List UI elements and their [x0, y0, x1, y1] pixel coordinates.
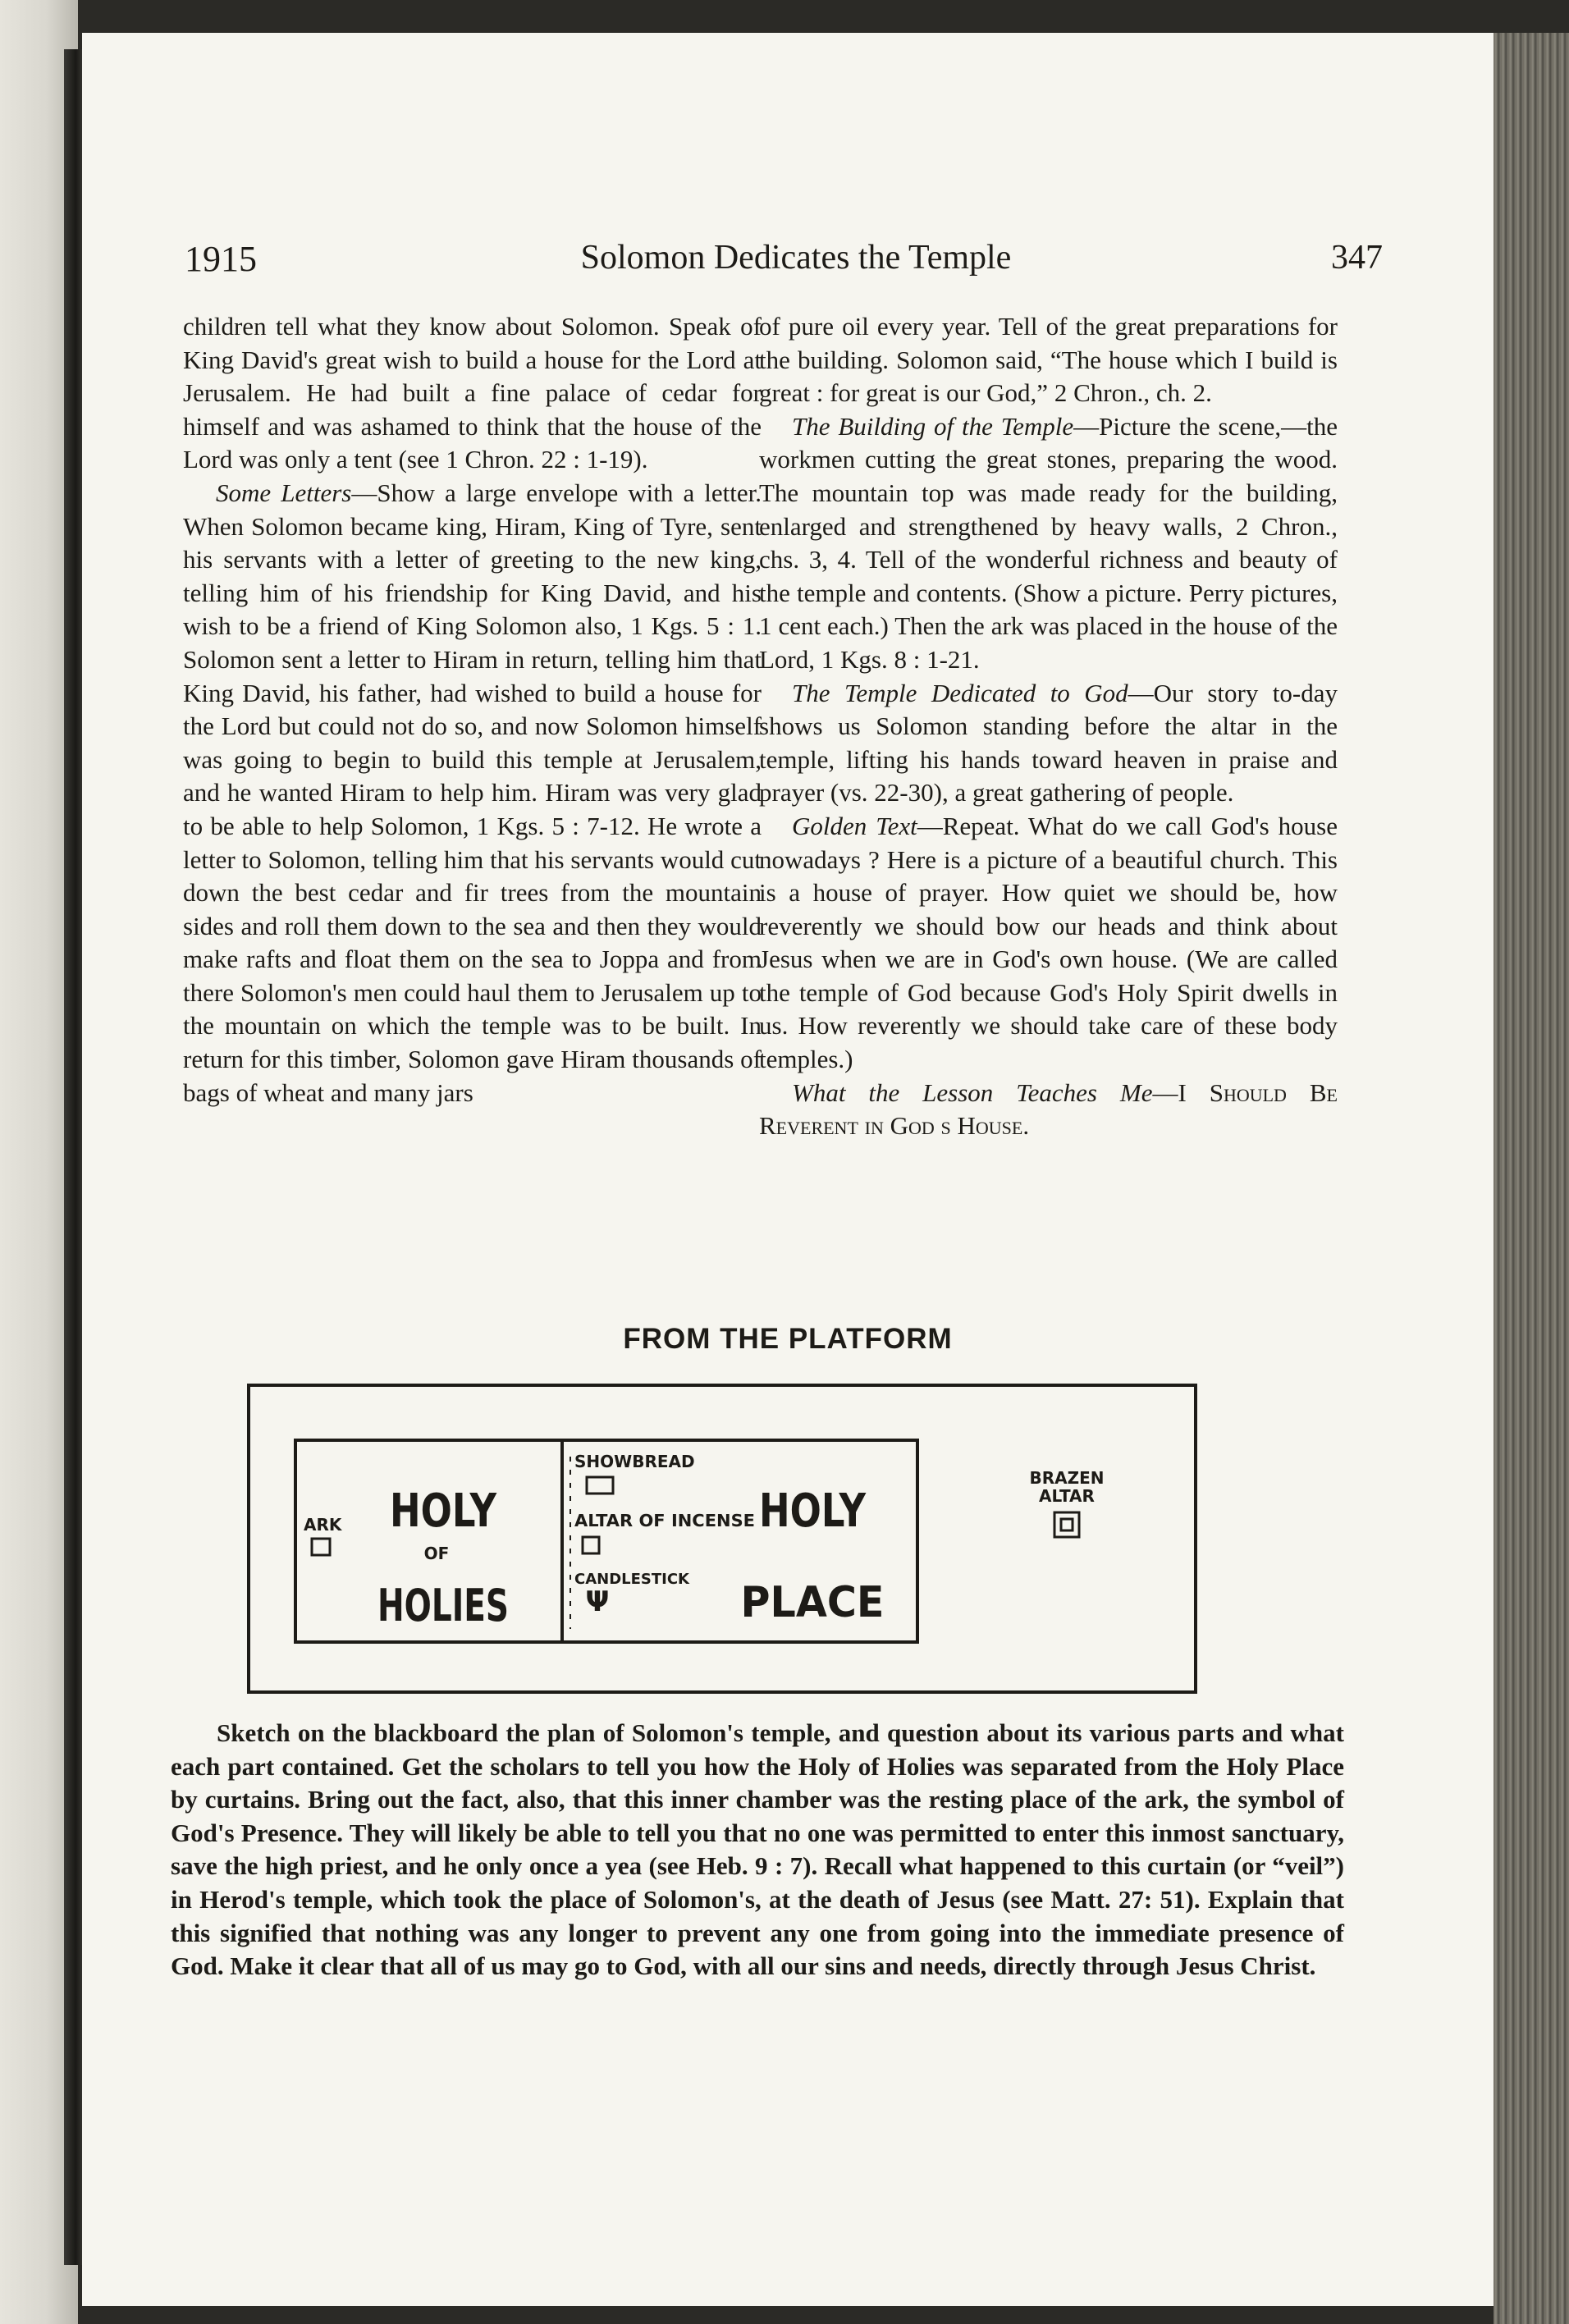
paragraph [759, 810, 1338, 1077]
ark-label: ARK [304, 1515, 342, 1535]
holy-place-label-2: PLACE [740, 1578, 885, 1627]
section-text: —Our story to-day shows us Solomon standing before the altar in the temple, lifting his hands toward heaven in praise and prayer (vs. 22-30), a great gathering of people. [759, 678, 1338, 807]
right-column [759, 310, 1338, 1143]
section-heading: Some Letters [216, 478, 352, 507]
paragraph [759, 1077, 1338, 1143]
platform-instructions [171, 1717, 1344, 1983]
running-head-title: Solomon Dedicates the Temple [580, 239, 1012, 277]
holy-of-holies-label-2: OF [423, 1544, 450, 1563]
section-text: —Show a large envelope with a letter. When Solomon became king, Hiram, King of Tyre, sent his servants with a letter of greeting to the new king, telling him of his friendship for King David, and his wish to be a friend of King Solomon also, 1 Kgs. 5 : 1. Solomon sent a letter to Hiram in return, telling him that King David, his father, had wished to build a house for the Lord but could not do so, and now Solomon himself was going to begin to build this temple at Jerusalem, and he wanted Hiram to help him. Hiram was very glad to be able to help Solomon, 1 Kgs. 5 : 7-12. He wrote a letter to Solomon, telling him that his servants would cut down the best cedar and fir trees from the mountain sides and roll them down to the sea and then they would make rafts and float them on the sea to Joppa and from there Solomon's men could haul them to Jerusalem up to the mountain on which the temple was to be built. In return for this timber, Solomon gave Hiram thousands of bags of wheat and many jars [183, 478, 762, 1107]
page-edges [1494, 33, 1569, 2324]
altar-of-incense-icon [583, 1537, 599, 1553]
paragraph [759, 677, 1338, 810]
candlestick-icon: Ψ [585, 1585, 610, 1618]
section-heading: The Temple Dedicated to God [792, 678, 1128, 707]
paragraph [759, 410, 1338, 677]
running-head-year: 1915 [185, 239, 257, 279]
brazen-altar-label-2: ALTAR [1039, 1486, 1095, 1506]
paragraph: children tell what they know about Solomon. Speak of King David's great wish to build a house for the Lord at Jerusalem. He had built a fine palace of cedar for himself and was ashamed to think that the house of the Lord was only a tent (see 1 Chron. 22 : 1-19). [183, 312, 762, 474]
ark-icon [312, 1539, 330, 1555]
book-binding [64, 49, 84, 2265]
running-head [185, 238, 1383, 287]
paragraph [183, 477, 762, 1109]
brazen-altar-label-1: BRAZEN [1029, 1468, 1105, 1488]
temple-plan-diagram [246, 1383, 1198, 1695]
section-text: —Picture the scene,—the workmen cutting the great stones, preparing the wood. The mountain top was made ready for the building, enlarged and strengthened by heavy walls, 2 Chron., chs. 3, 4. Tell of the wonderful richness and beauty of the temple and contents. (Show a picture. Perry pictures, 1 cent each.) Then the ark was placed in the house of the Lord, 1 Kgs. 8 : 1-21. [759, 411, 1338, 674]
holy-of-holies-label-1: HOLY [390, 1485, 498, 1538]
showbread-label: SHOWBREAD [574, 1452, 695, 1471]
section-text: —Repeat. What do we call God's house nowadays ? Here is a picture of a beautiful church. This is a house of prayer. How quiet we should be, how reverently we should bow our heads and think about Jesus when we are in God's own house. (We are called the temple of God because God's Holy Spirit dwells in us. How reverently we should take care of these body temples.) [759, 811, 1338, 1074]
platform-heading: FROM THE PLATFORM [623, 1323, 953, 1355]
section-heading: The Building of the Temple [792, 411, 1074, 441]
section-heading: Golden Text [792, 811, 917, 840]
section-heading: What the Lesson Teaches Me [792, 1077, 1153, 1107]
holy-place-label-1: HOLY [759, 1485, 867, 1538]
altar-of-incense-label: ALTAR OF INCENSE [574, 1511, 755, 1530]
showbread-table-icon [587, 1477, 613, 1494]
brazen-altar-icon-inner [1061, 1519, 1073, 1530]
brazen-altar-icon [1054, 1512, 1079, 1537]
holy-of-holies-label-3: HOLIES [377, 1580, 509, 1631]
page-number: 347 [1331, 239, 1383, 277]
paragraph: of pure oil every year. Tell of the great preparations for the building. Solomon said, “The house which I build is great : for great is our God,” 2 Chron., ch. 2. [759, 312, 1338, 408]
paragraph: Sketch on the blackboard the plan of Solomon's temple, and question about its various parts and what each part contained. Get the scholars to tell you how the Holy of Holies was separated from the Holy Place by curtains. Bring out the fact, also, that this inner chamber was the resting place of the ark, the symbol of God's Presence. They will likely be able to tell you that no one was permitted to enter this inmost sanctuary, save the high priest, and he only once a yea (see Heb. 9 : 7). Recall what happened to this curtain (or “veil”) in Herod's temple, which took the place of Solomon's, at the death of Jesus (see Matt. 27: 51). Explain that this signified that nothing was any longer to prevent any one from going into the immediate presence of God. Make it clear that all of us may go to God, with all our sins and needs, directly through Jesus Christ. [171, 1718, 1344, 1981]
candlestick-label: CANDLESTICK [574, 1571, 690, 1588]
lesson-statement: —I Should Be Reverent in God s House. [759, 1077, 1338, 1141]
left-column [183, 310, 762, 1109]
blackboard-frame [249, 1385, 1196, 1692]
